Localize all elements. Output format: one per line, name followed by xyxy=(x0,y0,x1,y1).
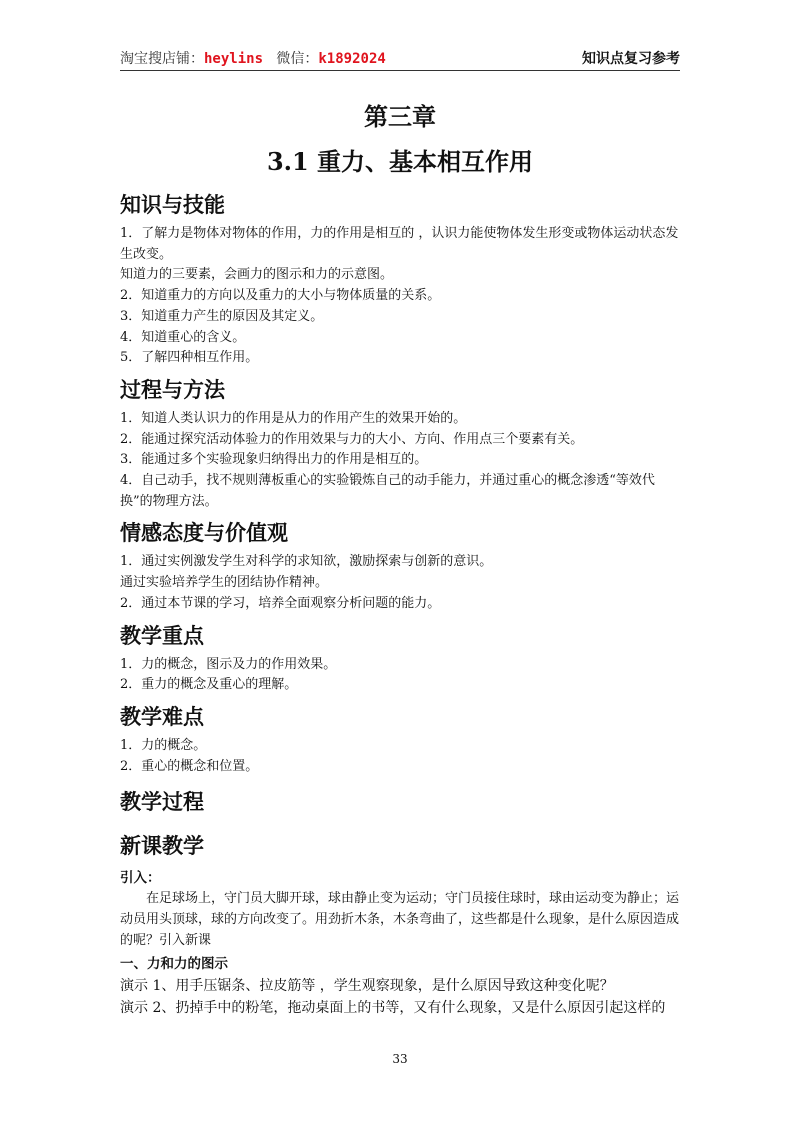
section-heading: 教学难点 xyxy=(120,704,204,729)
list-item: 2．知道重力的方向以及重力的大小与物体质量的关系。 xyxy=(120,288,441,304)
header-shop-info xyxy=(120,48,386,68)
section-heading: 教学重点 xyxy=(120,623,204,648)
page-header xyxy=(120,44,680,71)
part1-heading: 一、力和力的图示 xyxy=(120,956,228,973)
list-item: 1．知道人类认识力的作用是从力的作用产生的效果开始的。 xyxy=(120,410,467,426)
wechat-label: 微信： xyxy=(276,51,319,67)
process-heading: 教学过程 xyxy=(120,790,204,815)
intro-paragraph: 在足球场上，守门员大脚开球，球由静止变为运动；守门员接住球时，球由运动变为静止；运动员用头顶球，球的方向改变了。用劲折木条，木条弯曲了，这些都是什么现象，是什么原因造成的呢？引入新课 xyxy=(120,891,680,948)
page-number: 33 xyxy=(392,1052,408,1066)
section-heading: 过程与方法 xyxy=(120,377,225,402)
section-process-method xyxy=(120,375,680,513)
list-item: 1．力的概念，图示及力的作用效果。 xyxy=(120,656,337,672)
list-item: 3．能通过多个实验现象归纳得出力的作用是相互的。 xyxy=(120,452,428,468)
list-item: 2．通过本节课的学习，培养全面观察分析问题的能力。 xyxy=(120,595,441,611)
list-item: 1．通过实例激发学生对科学的求知欲，激励探索与创新的意识。 xyxy=(120,554,493,570)
list-item: 通过实验培养学生的团结协作精神。 xyxy=(120,575,329,591)
list-item: 2．重力的概念及重心的理解。 xyxy=(120,677,298,693)
section-title: 3.1 重力、基本相互作用 xyxy=(266,147,534,176)
section-heading: 情感态度与价值观 xyxy=(120,521,288,546)
demo-line: 演示 2、扔掉手中的粉笔，拖动桌面上的书等，又有什么现象，又是什么原因引起这样的 xyxy=(120,1000,666,1017)
section-difficult-points xyxy=(120,702,680,777)
document-body xyxy=(120,100,680,1019)
chapter-title: 第三章 xyxy=(364,102,436,131)
list-item: 5．了解四种相互作用。 xyxy=(120,350,259,366)
list-item: 4．自己动手，找不规则薄板重心的实验锻炼自己的动手能力，并通过重心的概念渗透“等效代换”的物理方法。 xyxy=(120,473,655,509)
demo-line: 演示 1、用手压锯条、拉皮筋等 ，学生观察现象，是什么原因导致这种变化呢？ xyxy=(120,978,614,995)
list-item: 3．知道重力产生的原因及其定义。 xyxy=(120,308,324,324)
list-item: 1．力的概念。 xyxy=(120,737,207,753)
intro-label: 引入： xyxy=(120,870,161,887)
section-heading: 知识与技能 xyxy=(120,193,225,217)
new-lesson-heading: 新课教学 xyxy=(120,834,204,859)
list-item: 1．了解力是物体对物体的作用，力的作用是相互的 ，认识力能使物体发生形变或物体运动状态发生改变。 xyxy=(120,226,679,262)
wechat-id: k1892024 xyxy=(318,51,386,67)
section-attitude-values xyxy=(120,518,680,614)
shop-label: 淘宝搜店铺： xyxy=(120,51,204,67)
shop-name: heylins xyxy=(204,51,264,67)
header-right-title: 知识点复习参考 xyxy=(582,51,680,67)
section-key-points xyxy=(120,621,680,696)
section-knowledge xyxy=(120,190,680,369)
list-item: 2．重心的概念和位置。 xyxy=(120,758,259,774)
list-item: 2．能通过探究活动体验力的作用效果与力的大小、方向、作用点三个要素有关。 xyxy=(120,431,584,447)
list-item: 4．知道重心的含义。 xyxy=(120,329,246,345)
list-item: 知道力的三要素，会画力的图示和力的示意图。 xyxy=(120,267,394,283)
